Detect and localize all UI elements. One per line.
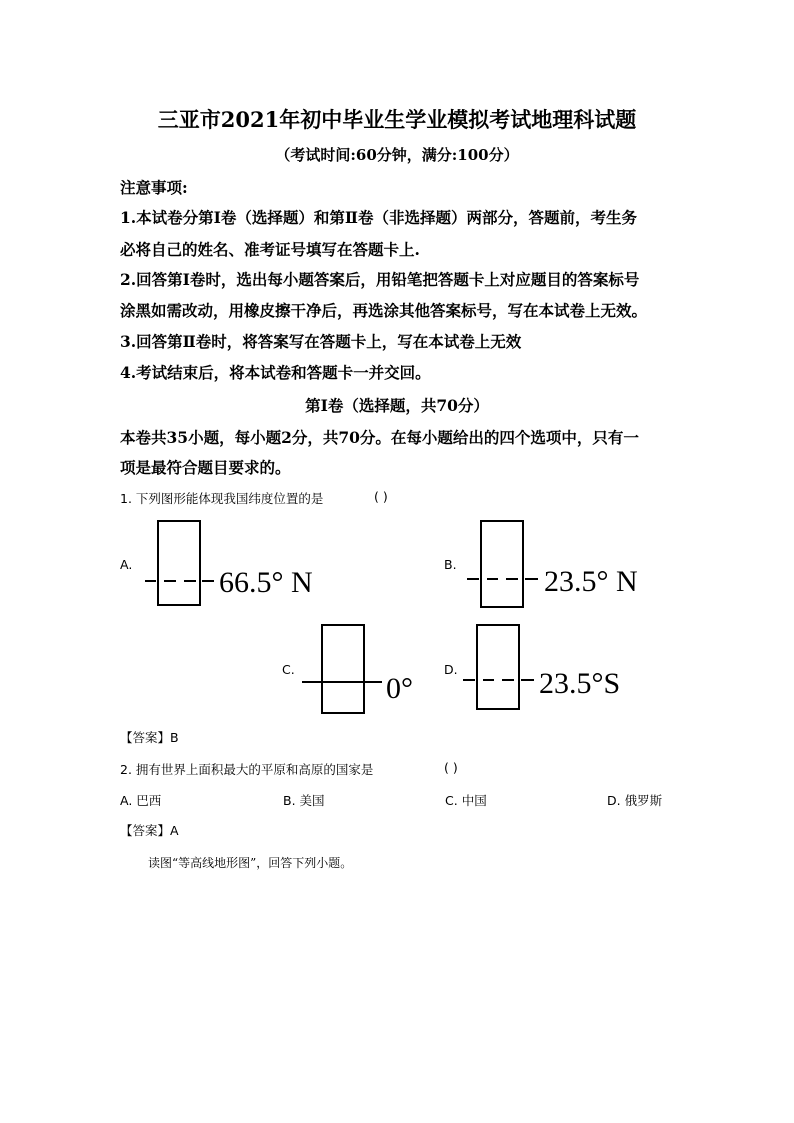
q2-option-d [607,791,662,809]
q1-stem: 1. 下列图形能体现我国纬度位置的是 [120,491,324,506]
note-line: 1.本试卷分第Ⅰ卷（选择题）和第Ⅱ卷（非选择题）两部分，答题前，考生务 [120,208,637,227]
option-letter: B. [283,793,296,808]
q1-option-letter: C. [282,662,295,677]
answer-tag: 【答案】 [120,730,171,745]
q2-option-c [445,791,487,809]
exam-title: 三亚市2021年初中毕业生学业模拟考试地理科试题 [157,107,637,132]
reading-instruction: 读图“等高线地形图”，回答下列小题。 [148,856,353,870]
q1-option-letter: A. [120,557,133,572]
q1-option-a-diagram [140,518,340,610]
section-desc-line: 项是最符合题目要求的。 [120,458,291,477]
option-letter: A. [120,793,133,808]
option-letter: C. [445,793,458,808]
notes-heading: 注意事项: [120,178,188,197]
q2-option-b [283,791,325,809]
note-line: 3.回答第Ⅱ卷时，将答案写在答题卡上，写在本试卷上无效 [120,332,522,351]
note-line: 4.考试结束后，将本试卷和答题卡一并交回。 [120,363,431,382]
q1-option-letter: D. [444,662,458,677]
option-text: 美国 [299,793,325,808]
q1-option-label: 23.5° N [544,565,638,598]
exam-subtitle: （考试时间:60分钟，满分:100分） [275,146,519,164]
option-text: 俄罗斯 [624,793,663,808]
option-text: 巴西 [136,793,162,808]
q1-option-b-diagram [462,518,672,610]
q1-option-label: 23.5°S [539,667,621,700]
q1-option-c-diagram [298,622,438,718]
answer-tag: 【答案】 [120,823,171,838]
q2-bracket: ( ) [444,760,458,775]
q1-option-label: 0° [386,672,413,705]
note-line: 涂黑如需改动，用橡皮擦干净后，再选涂其他答案标号，写在本试卷上无效。 [120,301,648,320]
q1-option-d-diagram [458,622,648,718]
section-title: 第Ⅰ卷（选择题，共70分） [305,396,489,415]
q1-option-letter: B. [444,557,457,572]
option-letter: D. [607,793,621,808]
section-desc-line: 本卷共35小题，每小题2分，共70分。在每小题给出的四个选项中，只有一 [120,428,639,447]
q2-option-a [120,791,161,809]
q1-bracket: ( ) [374,489,388,504]
option-text: 中国 [461,793,487,808]
answer-value: B [170,730,179,745]
note-line: 必将自己的姓名、准考证号填写在答题卡上. [120,240,420,259]
answer-value: A [170,823,179,838]
q2-answer [120,821,179,839]
q1-answer [120,728,179,746]
q2-stem: 2. 拥有世界上面积最大的平原和高原的国家是 [120,762,374,777]
note-line: 2.回答第Ⅰ卷时，选出每小题答案后，用铅笔把答题卡上对应题目的答案标号 [120,270,640,289]
q1-option-label: 66.5° N [219,566,313,599]
